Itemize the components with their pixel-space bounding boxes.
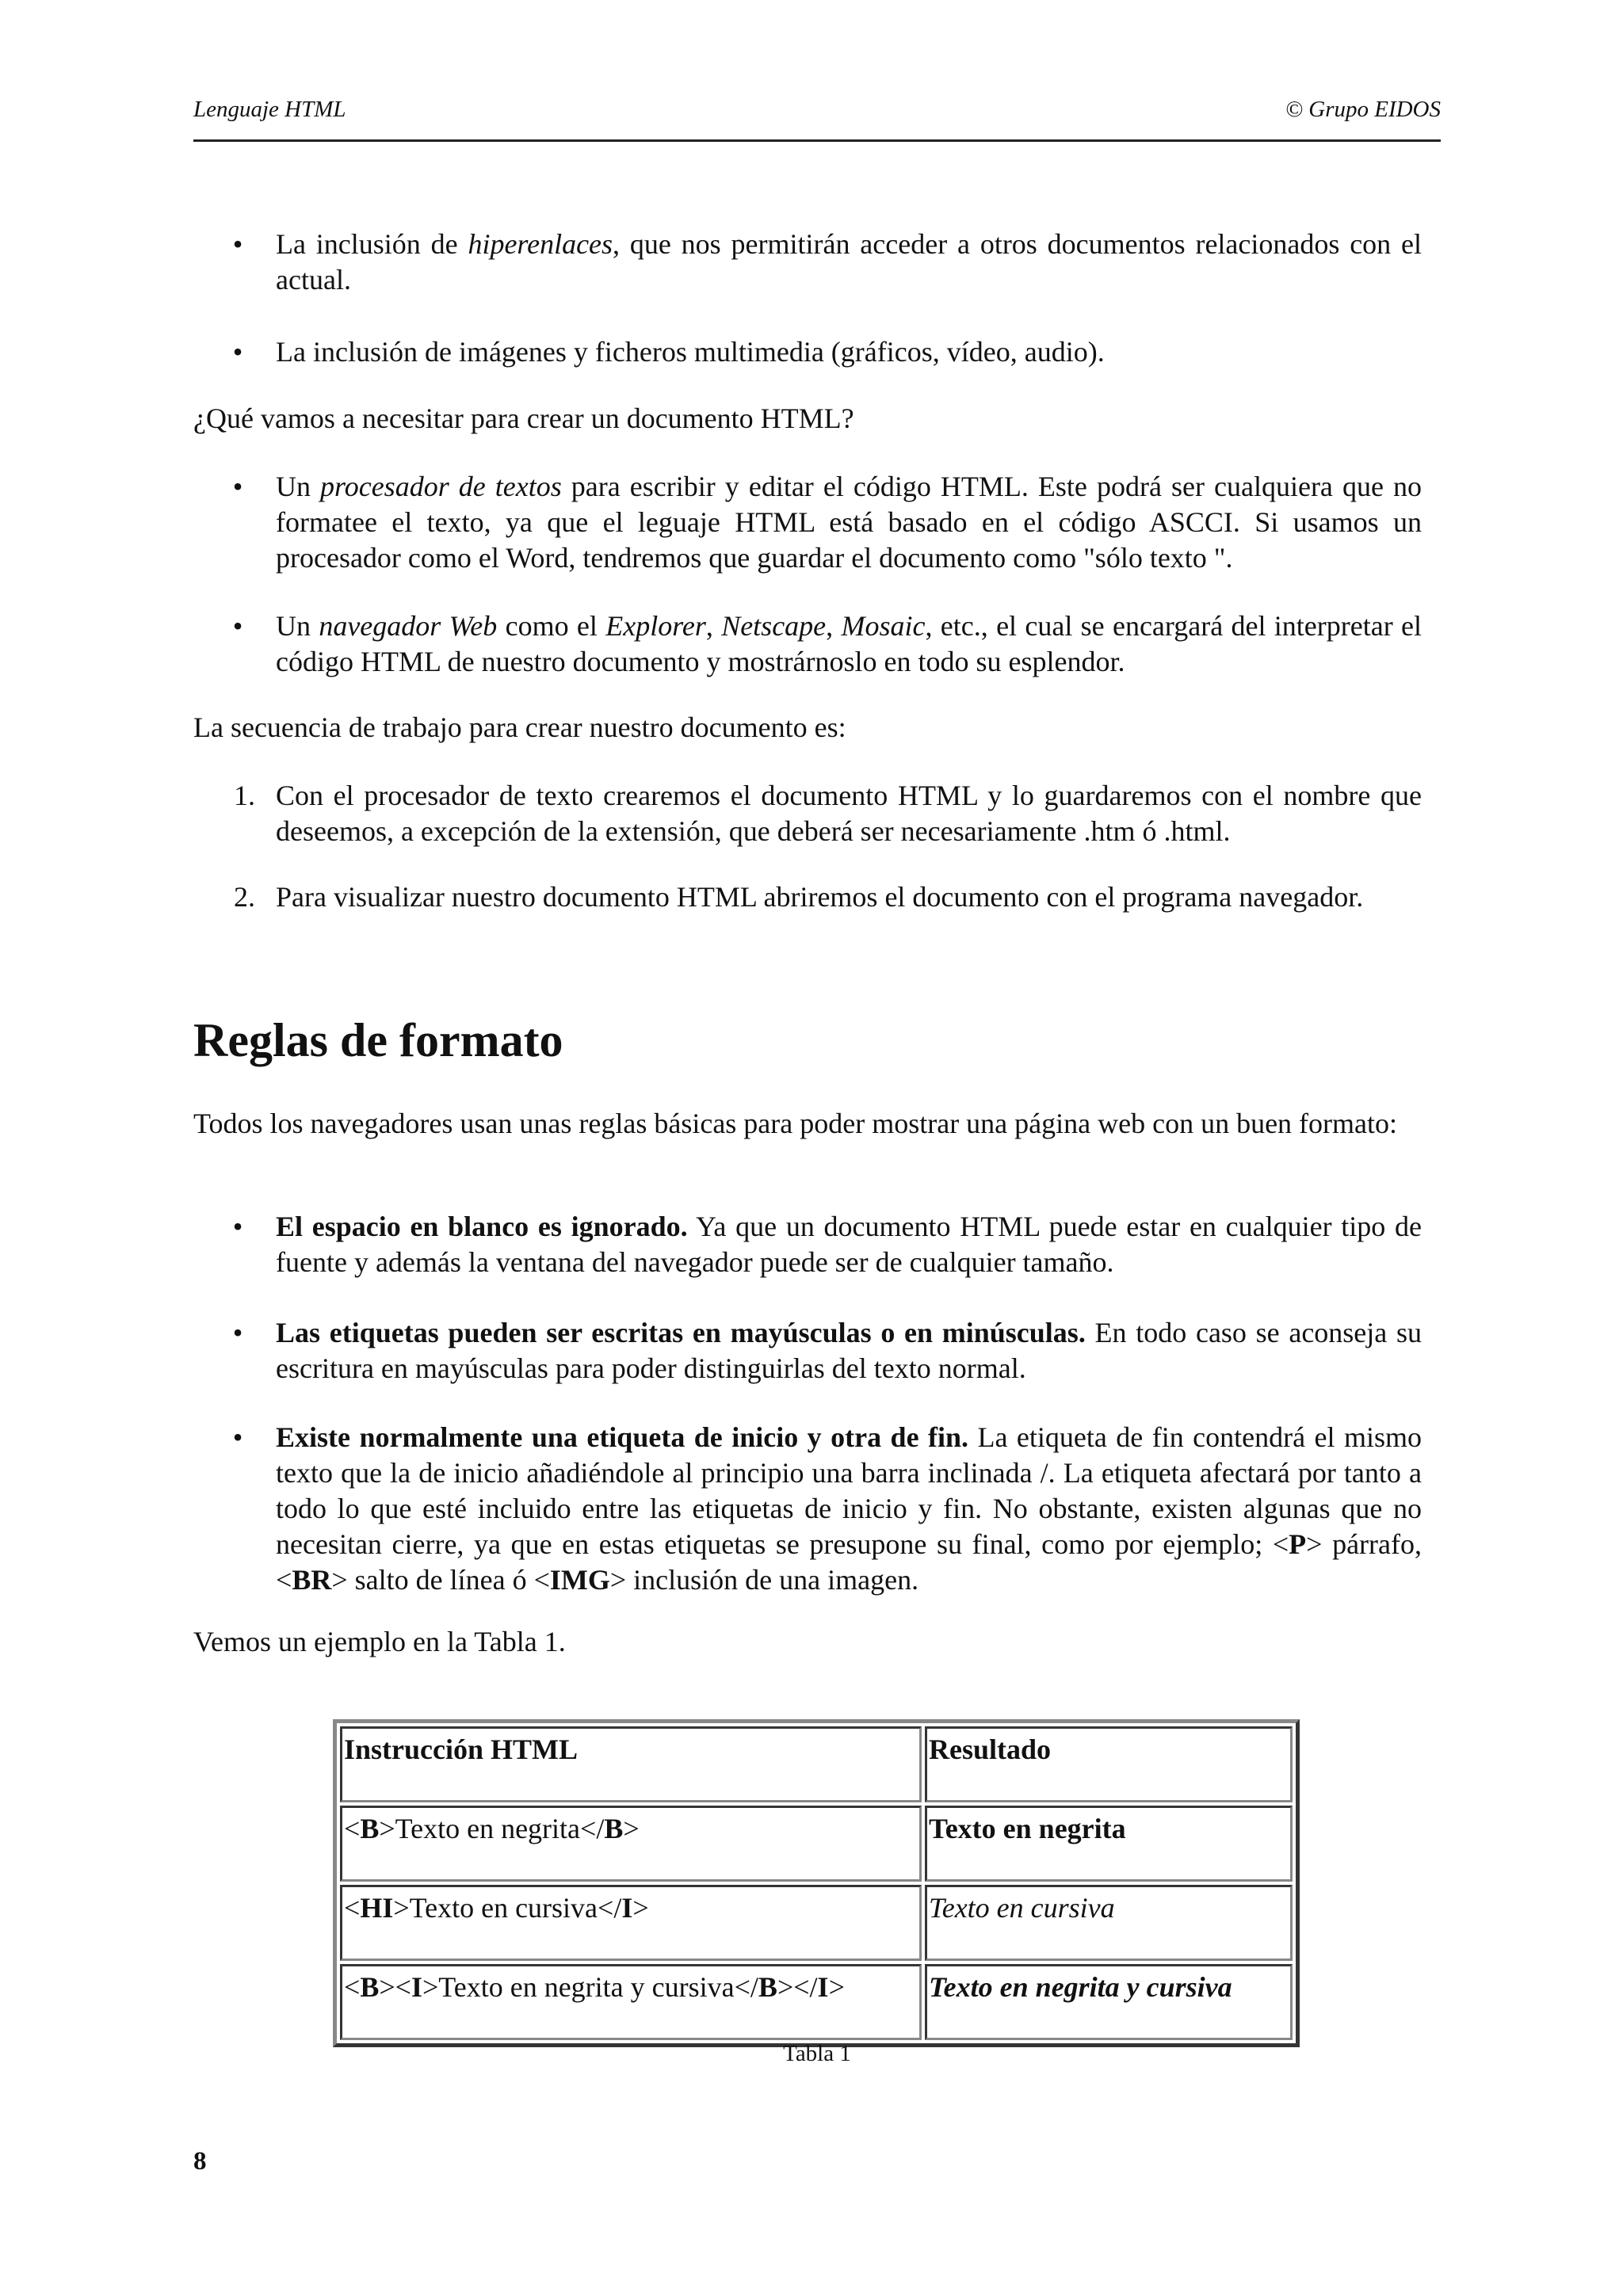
running-header <box>193 93 1441 142</box>
bullet-icon: • <box>232 336 243 368</box>
page-number: 8 <box>193 2147 207 2176</box>
sequence-intro: La secuencia de trabajo para crear nuestro documento es: <box>193 711 846 743</box>
bullet-icon: • <box>232 1317 243 1348</box>
table-caption: Tabla 1 <box>783 2041 851 2066</box>
question-paragraph: ¿Qué vamos a necesitar para crear un documento HTML? <box>193 402 854 434</box>
bullet-text-processor: • Un procesador de textos para escribir y editar el código HTML. Este podrá ser cualquiera que no formatee el texto, ya que el leguaje HTML está basado en el código ASCCI. Si usamos un procesador como el Word, tendremos que guardar el documento como "sólo texto ". <box>225 469 1441 576</box>
table-cell: Texto en cursiva <box>925 1885 1293 1961</box>
bullet-icon: • <box>232 471 243 502</box>
bullet-icon: • <box>232 1211 243 1242</box>
bullet-multimedia: • La inclusión de imágenes y ficheros multimedia (gráficos, vídeo, audio). <box>225 334 1441 370</box>
emphasis: hiperenlaces <box>468 228 613 260</box>
table-cell: <B>Texto en negrita</B> <box>340 1806 922 1882</box>
bullet-icon: • <box>232 610 243 642</box>
example-intro: Vemos un ejemplo en la Tabla 1. <box>193 1626 566 1657</box>
step-number: 2. <box>234 881 255 913</box>
emphasis: procesador de textos <box>320 471 562 502</box>
table-header-cell: Resultado <box>925 1726 1293 1802</box>
table-cell: Texto en negrita y cursiva <box>925 1964 1293 2040</box>
bullet-icon: • <box>232 228 243 260</box>
table-header-cell: Instrucción HTML <box>340 1726 922 1802</box>
table-cell: <HI>Texto en cursiva</I> <box>340 1885 922 1961</box>
example-table <box>333 1719 1300 2047</box>
step-number: 1. <box>234 780 255 811</box>
table-header-row <box>340 1726 1293 1802</box>
table-cell: <B><I>Texto en negrita y cursiva</B></I> <box>340 1964 922 2040</box>
table-row <box>340 1964 1293 2040</box>
bullet-hyperlinks: • La inclusión de hiperenlaces, que nos permitirán acceder a otros documentos relacionados con el actual. <box>225 227 1441 298</box>
step-2: 2. Para visualizar nuestro documento HTML abriremos el documento con el programa navegador. <box>225 879 1441 915</box>
header-title: Lenguaje HTML <box>193 97 346 122</box>
table-cell: Texto en negrita <box>925 1806 1293 1882</box>
header-copyright: © Grupo EIDOS <box>1285 97 1441 122</box>
table-row <box>340 1885 1293 1961</box>
rule-start-end-tags: • Existe normalmente una etiqueta de inicio y otra de fin. La etiqueta de fin contendrá el mismo texto que la de inicio añadiéndole al principio una barra inclinada /. La etiqueta afectará por tanto a todo lo que esté incluido entre las etiquetas de inicio y fin. No obstante, existen algunas que no necesitan cierre, ya que en estas etiquetas se presupone su final, como por ejemplo; <P> párrafo, <BR> salto de línea ó <IMG> inclusión de una imagen. <box>225 1420 1441 1598</box>
rules-intro: Todos los navegadores usan unas reglas básicas para poder mostrar una página web con un buen formato: <box>193 1108 1398 1139</box>
rule-whitespace: • El espacio en blanco es ignorado. Ya que un documento HTML puede estar en cualquier tipo de fuente y además la ventana del navegador puede ser de cualquier tamaño. <box>225 1209 1441 1280</box>
document-page <box>193 0 1441 2296</box>
bullet-web-browser: • Un navegador Web como el Explorer, Netscape, Mosaic, etc., el cual se encargará del interpretar el código HTML de nuestro documento y mostrárnoslo en todo su esplendor. <box>225 608 1441 680</box>
step-1: 1. Con el procesador de texto crearemos el documento HTML y lo guardaremos con el nombre que deseemos, a excepción de la extensión, que deberá ser necesariamente .htm ó .html. <box>225 778 1441 849</box>
bullet-icon: • <box>232 1421 243 1453</box>
rule-case: • Las etiquetas pueden ser escritas en mayúsculas o en minúsculas. En todo caso se aconseja su escritura en mayúsculas para poder distinguirlas del texto normal. <box>225 1315 1441 1386</box>
section-heading: Reglas de formato <box>193 1014 563 1066</box>
table-row <box>340 1806 1293 1882</box>
